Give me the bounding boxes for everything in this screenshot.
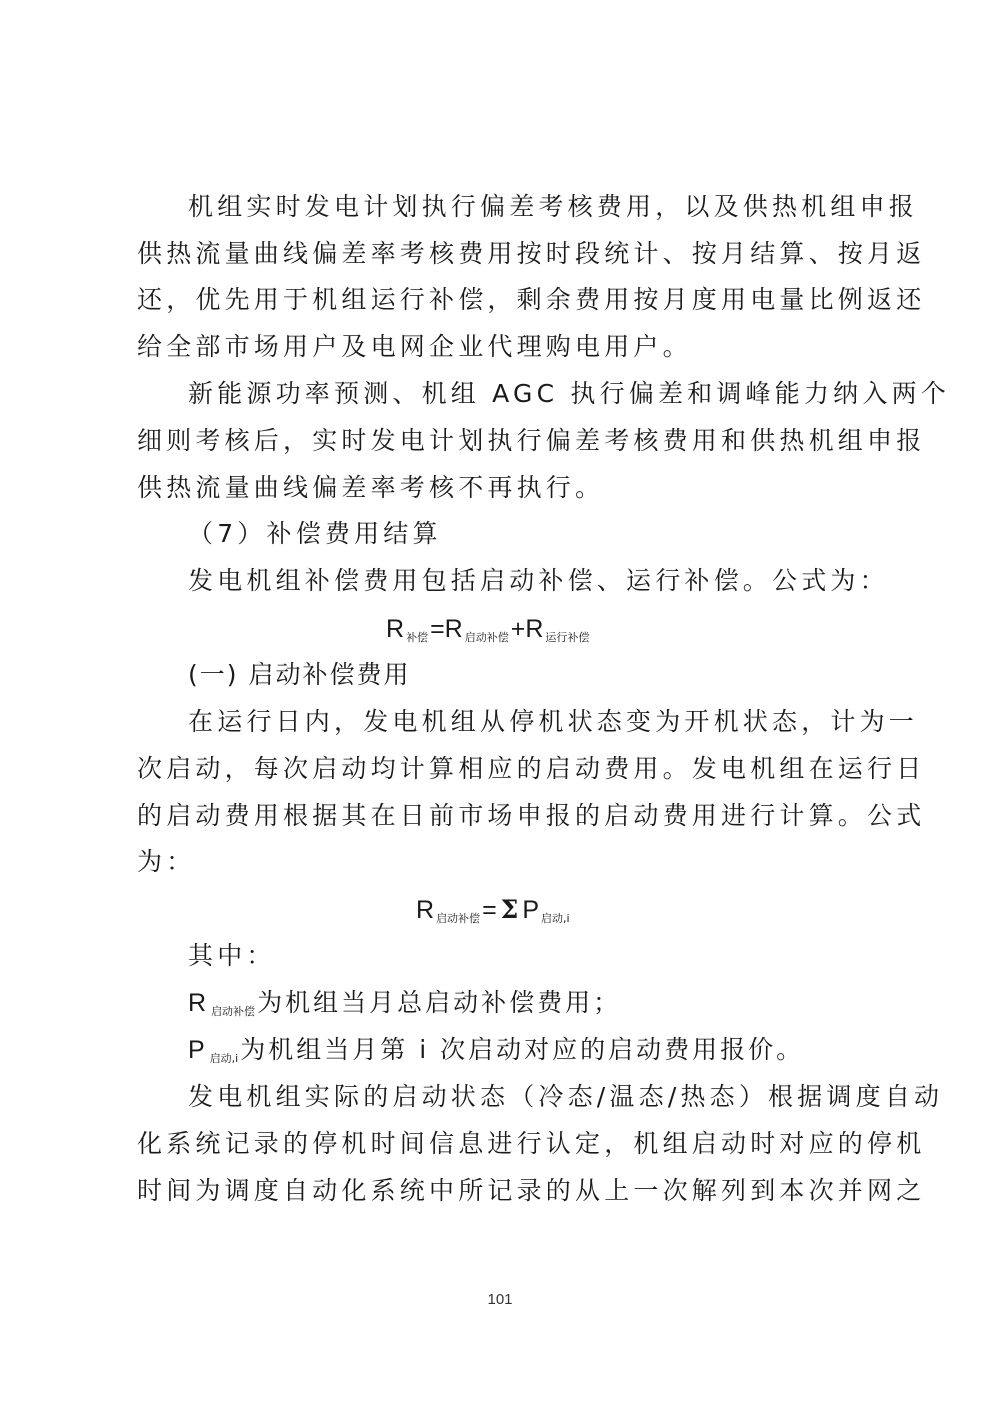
formula-subscript: 启动补偿 — [211, 1005, 256, 1018]
paragraph-line: 还，优先用于机组运行补偿，剩余费用按月度用电量比例返还 — [137, 285, 926, 314]
definition-text: 为机组当月第 i 次启动对应的启动费用报价。 — [240, 1035, 805, 1064]
paragraph-line: 发电机组实际的启动状态（冷态/温态/热态）根据调度自动 — [188, 1082, 944, 1111]
formula-symbol: P — [188, 1036, 208, 1064]
formula-operator: +R — [510, 615, 544, 643]
definition-text: 为机组当月总启动补偿费用； — [257, 988, 622, 1017]
section-heading: （7）补偿费用结算 — [188, 519, 442, 548]
sigma-symbol: Σ — [500, 895, 519, 924]
paragraph-line: 其中： — [188, 941, 276, 970]
formula-subscript: 运行补偿 — [545, 631, 590, 644]
paragraph-line: 机组实时发电计划执行偏差考核费用，以及供热机组申报 — [188, 192, 919, 221]
formula-compensation-total — [386, 612, 591, 651]
paragraph-line: 给全部市场用户及电网企业代理购电用户。 — [137, 332, 692, 361]
paragraph-line: 发电机组补偿费用包括启动补偿、运行补偿。公式为： — [188, 566, 889, 595]
paragraph-line: 的启动费用根据其在日前市场申报的启动费用进行计算。公式 — [137, 801, 926, 830]
paragraph-line: 在运行日内，发电机组从停机状态变为开机状态，计为一 — [188, 707, 919, 736]
paragraph-line: 化系统记录的停机时间信息进行认定，机组启动时对应的停机 — [137, 1129, 926, 1158]
definition-line — [188, 986, 621, 1025]
formula-operator: = — [482, 896, 497, 924]
paragraph-line: 新能源功率预测、机组 AGC 执行偏差和调峰能力纳入两个 — [188, 379, 950, 408]
paragraph-line: 细则考核后，实时发电计划执行偏差考核费用和供热机组申报 — [137, 426, 926, 455]
formula-subscript: 启动,i — [209, 1052, 239, 1065]
formula-symbol: P — [522, 896, 540, 924]
paragraph-line: 时间为调度自动化系统中所记录的从上一次解列到本次并网之 — [137, 1176, 926, 1205]
formula-subscript: 启动补偿 — [464, 631, 509, 644]
formula-symbol: R — [386, 615, 405, 643]
paragraph-line: 次启动，每次启动均计算相应的启动费用。发电机组在运行日 — [137, 754, 926, 783]
formula-subscript: 启动,i — [541, 912, 570, 925]
subsection-heading: (一) 启动补偿费用 — [188, 660, 411, 689]
page-number: 101 — [487, 1291, 513, 1308]
paragraph-line: 供热流量曲线偏差率考核不再执行。 — [137, 473, 605, 502]
formula-startup-compensation — [416, 893, 572, 932]
formula-subscript: 启动补偿 — [436, 912, 481, 925]
paragraph-line: 供热流量曲线偏差率考核费用按时段统计、按月结算、按月返 — [137, 239, 926, 268]
formula-operator: =R — [430, 615, 463, 643]
formula-symbol: R — [188, 989, 210, 1017]
formula-subscript: 补偿 — [406, 631, 429, 644]
formula-symbol: R — [416, 896, 435, 924]
definition-line — [188, 1033, 804, 1072]
paragraph-line: 为： — [137, 847, 196, 876]
